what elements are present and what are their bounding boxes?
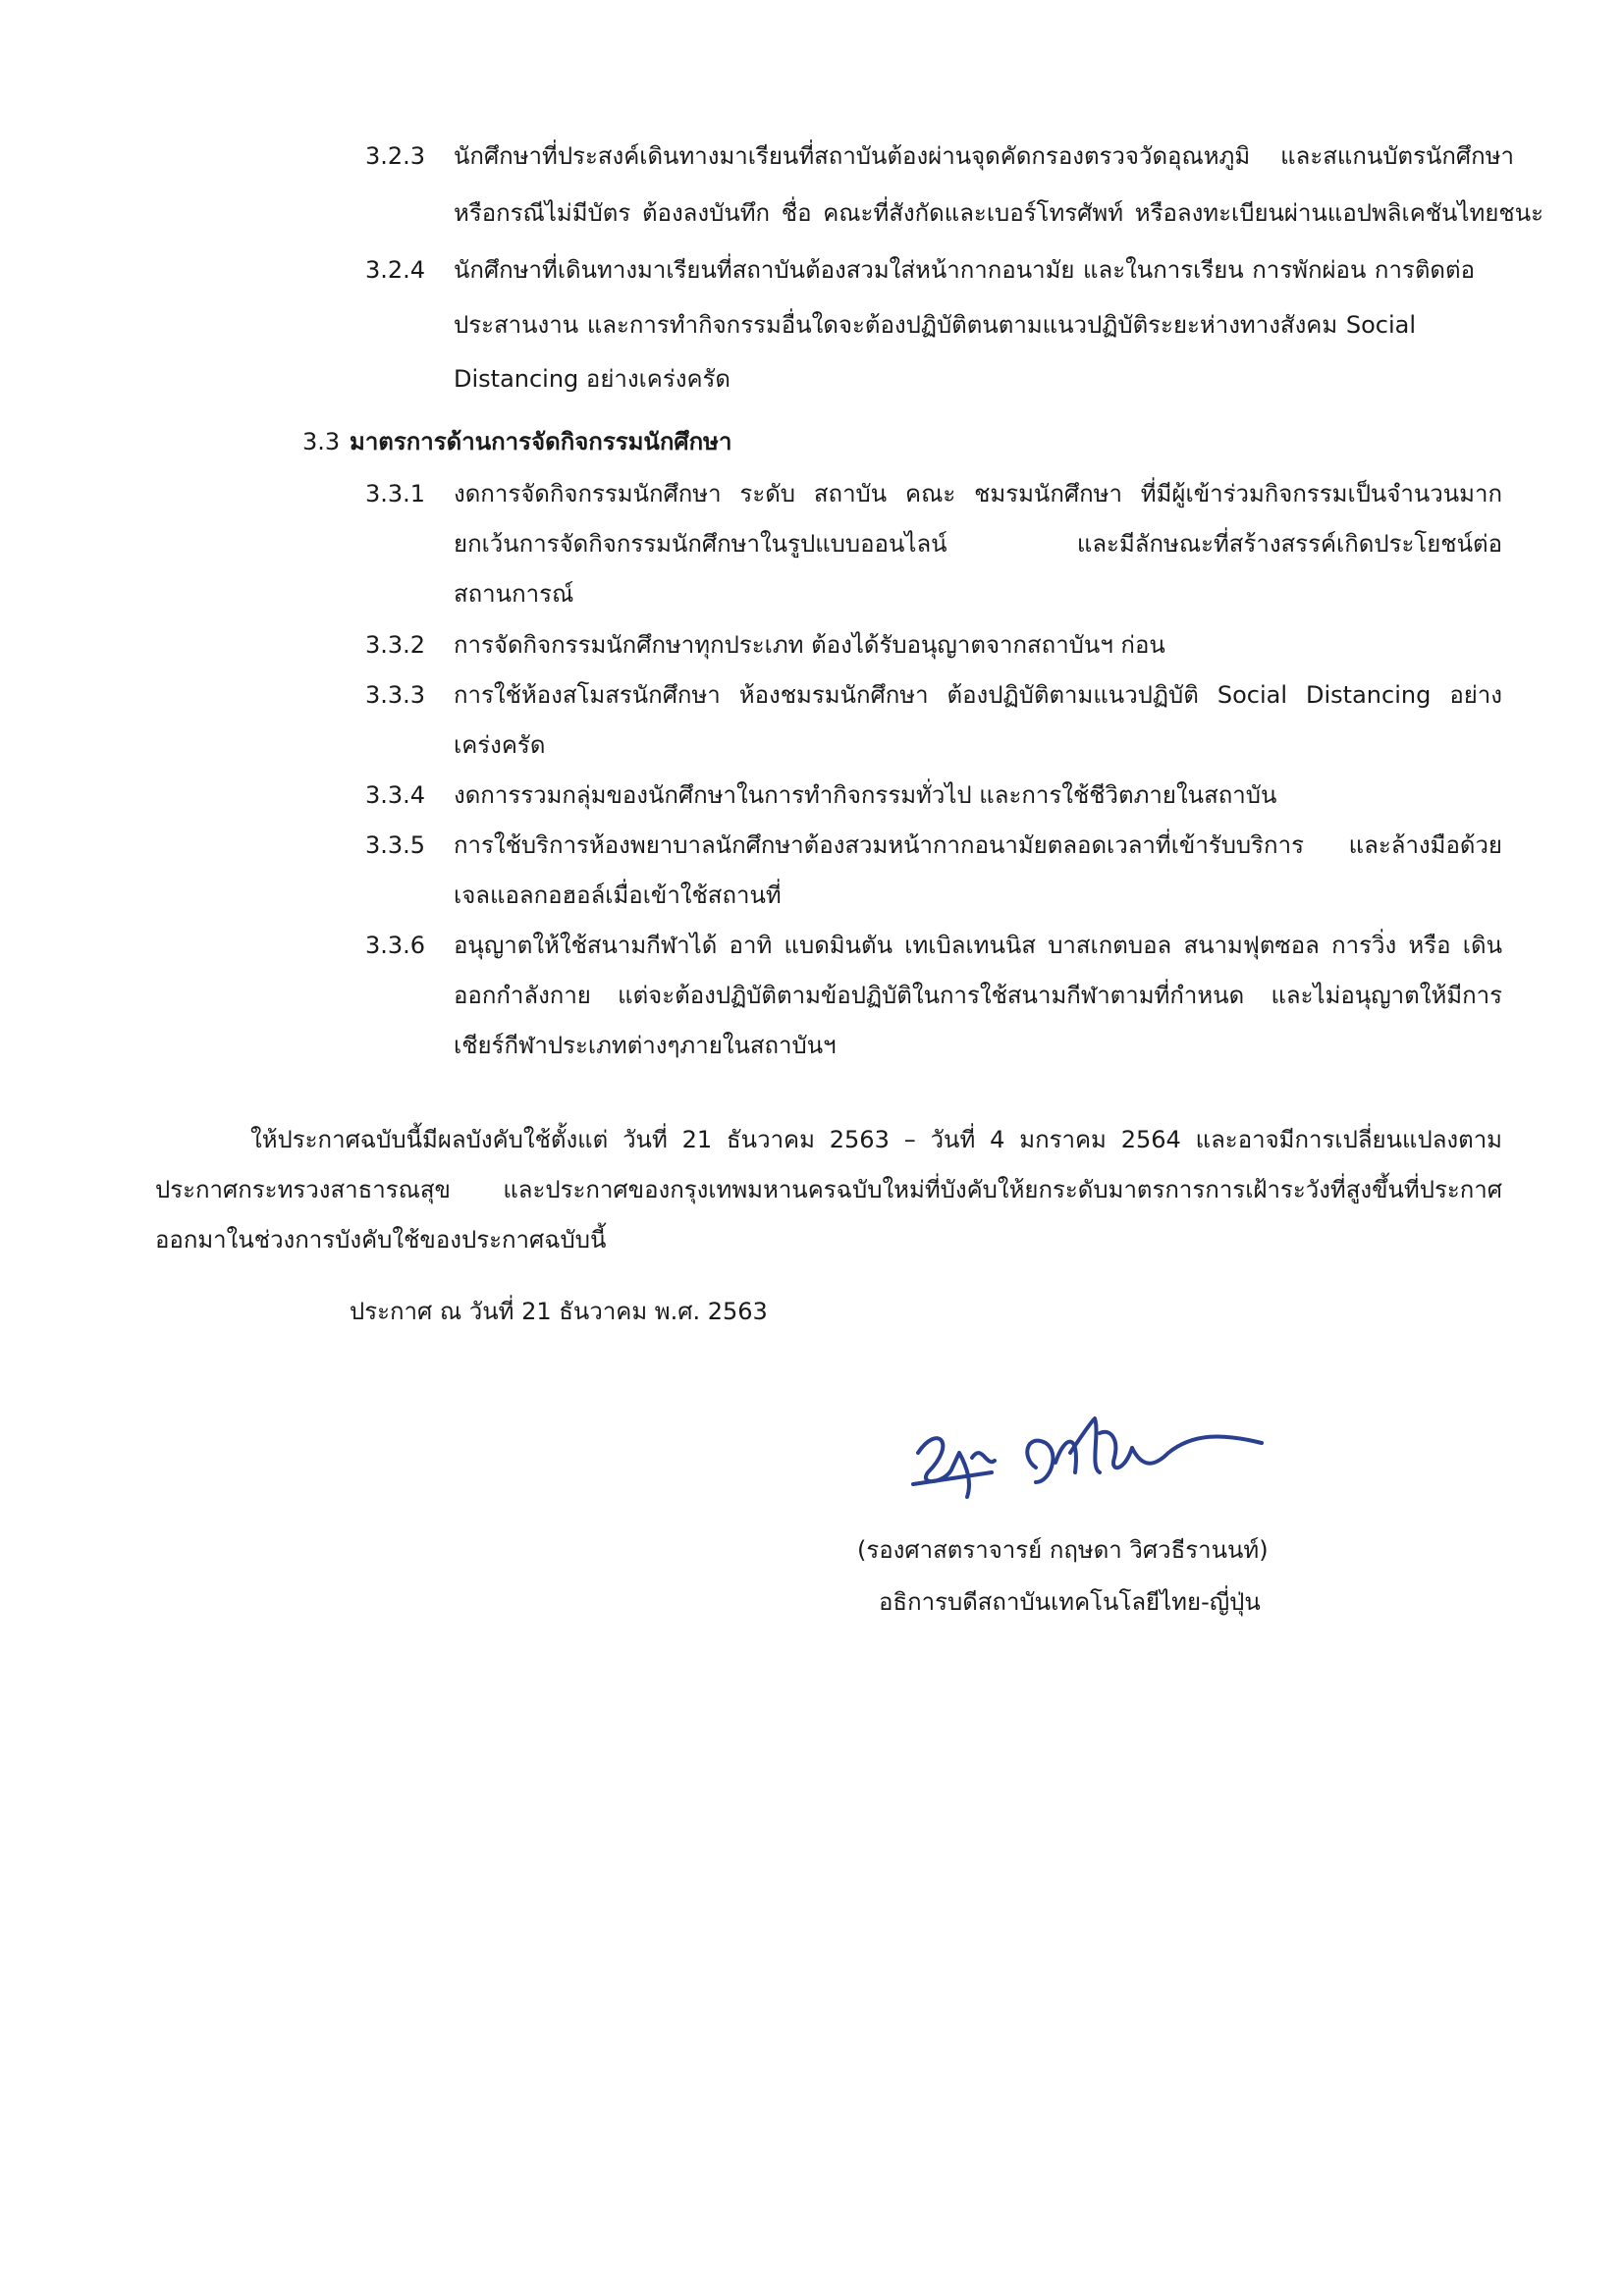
item-text-line: เคร่งครัด	[454, 731, 546, 759]
item-text-line: นักศึกษาที่เดินทางมาเรียนที่สถาบันต้องสวมใส่หน้ากากอนามัย และในการเรียน การพักผ่อน การติดต่อ	[454, 256, 1475, 284]
item-text-line: อนุญาตให้ใช้สนามกีฬาได้ อาทิ แบดมินตัน เทเบิลเทนนิส บาสเกตบอล สนามฟุตซอล การวิ่ง หรือ เดิน	[454, 932, 1502, 959]
item-number: 3.3.1	[365, 480, 426, 507]
item-number: 3.3.5	[365, 831, 426, 859]
item-number: 3.2.3	[365, 142, 426, 170]
item-text-line: ยกเว้นการจัดกิจกรรมนักศึกษาในรูปแบบออนไลน์ และมีลักษณะที่สร้างสรรค์เกิดประโยชน์ต่อ	[454, 530, 1502, 558]
item-text-line: นักศึกษาที่ประสงค์เดินทางมาเรียนที่สถาบันต้องผ่านจุดคัดกรองตรวจวัดอุณหภูมิ และสแกนบัตรนักศึกษา	[454, 142, 1514, 170]
section-number: 3.3	[302, 428, 341, 455]
item-number: 3.3.2	[365, 631, 426, 659]
item-number: 3.3.6	[365, 932, 426, 959]
section-title: มาตรการด้านการจัดกิจกรรมนักศึกษา	[350, 428, 732, 455]
item-text-line: ออกกำลังกาย แต่จะต้องปฏิบัติตามข้อปฏิบัติในการใช้สนามกีฬาตามที่กำหนด และไม่อนุญาตให้มีการ	[454, 982, 1502, 1009]
item-text-line: Distancing อย่างเคร่งครัด	[454, 365, 730, 393]
item-text-line: งดการรวมกลุ่มของนักศึกษาในการทำกิจกรรมทั่วไป และการใช้ชีวิตภายในสถาบัน	[454, 781, 1277, 809]
item-text-line: งดการจัดกิจกรรมนักศึกษา ระดับ สถาบัน คณะ ชมรมนักศึกษา ที่มีผู้เข้าร่วมกิจกรรมเป็นจำนวนมาก	[454, 480, 1502, 507]
item-text-line: สถานการณ์	[454, 580, 574, 608]
item-text-line: เชียร์กีฬาประเภทต่างๆภายในสถาบันฯ	[454, 1032, 837, 1059]
effective-text-line: ประกาศกระทรวงสาธารณสุข และประกาศของกรุงเทพมหานครฉบับใหม่ที่บังคับให้ยกระดับมาตรการการเฝ้าระวังที่สูงขึ้นที่ประกาศ	[155, 1176, 1502, 1203]
item-text-line: การใช้บริการห้องพยาบาลนักศึกษาต้องสวมหน้ากากอนามัยตลอดเวลาที่เข้ารับบริการ และล้างมือด้วย	[454, 831, 1502, 859]
item-text-line: การใช้ห้องสโมสรนักศึกษา ห้องชมรมนักศึกษา ต้องปฏิบัติตามแนวปฏิบัติ Social Distancing อย่าง	[454, 681, 1502, 709]
item-text-line: หรือกรณีไม่มีบัตร ต้องลงบันทึก ชื่อ คณะที่สังกัดและเบอร์โทรศัพท์ หรือลงทะเบียนผ่านแอปพลิเคชันไทยชนะ	[454, 199, 1543, 227]
signatory-name: (รองศาสตราจารย์ กฤษดา วิศวธีรานนท์)	[857, 1536, 1269, 1564]
item-number: 3.2.4	[365, 256, 426, 284]
item-number: 3.3.3	[365, 681, 426, 709]
effective-text-line: ให้ประกาศฉบับนี้มีผลบังคับใช้ตั้งแต่ วันที่ 21 ธันวาคม 2563 – วันที่ 4 มกราคม 2564 และอาจมีการเปลี่ยนแปลงตาม	[250, 1126, 1502, 1153]
item-text-line: เจลแอลกอฮอล์เมื่อเข้าใช้สถานที่	[454, 881, 782, 909]
handwritten-signature	[879, 1374, 1281, 1522]
item-text-line: การจัดกิจกรรมนักศึกษาทุกประเภท ต้องได้รับอนุญาตจากสถาบันฯ ก่อน	[454, 631, 1165, 659]
effective-text-line: ออกมาในช่วงการบังคับใช้ของประกาศฉบับนี้	[155, 1226, 607, 1254]
signatory-position: อธิการบดีสถาบันเทคโนโลยีไทย-ญี่ปุ่น	[879, 1588, 1261, 1616]
announcement-date: ประกาศ ณ วันที่ 21 ธันวาคม พ.ศ. 2563	[350, 1298, 768, 1325]
item-number: 3.3.4	[365, 781, 426, 809]
item-text-line: ประสานงาน และการทำกิจกรรมอื่นใดจะต้องปฏิบัติตนตามแนวปฏิบัติระยะห่างทางสังคม Social	[454, 311, 1416, 339]
